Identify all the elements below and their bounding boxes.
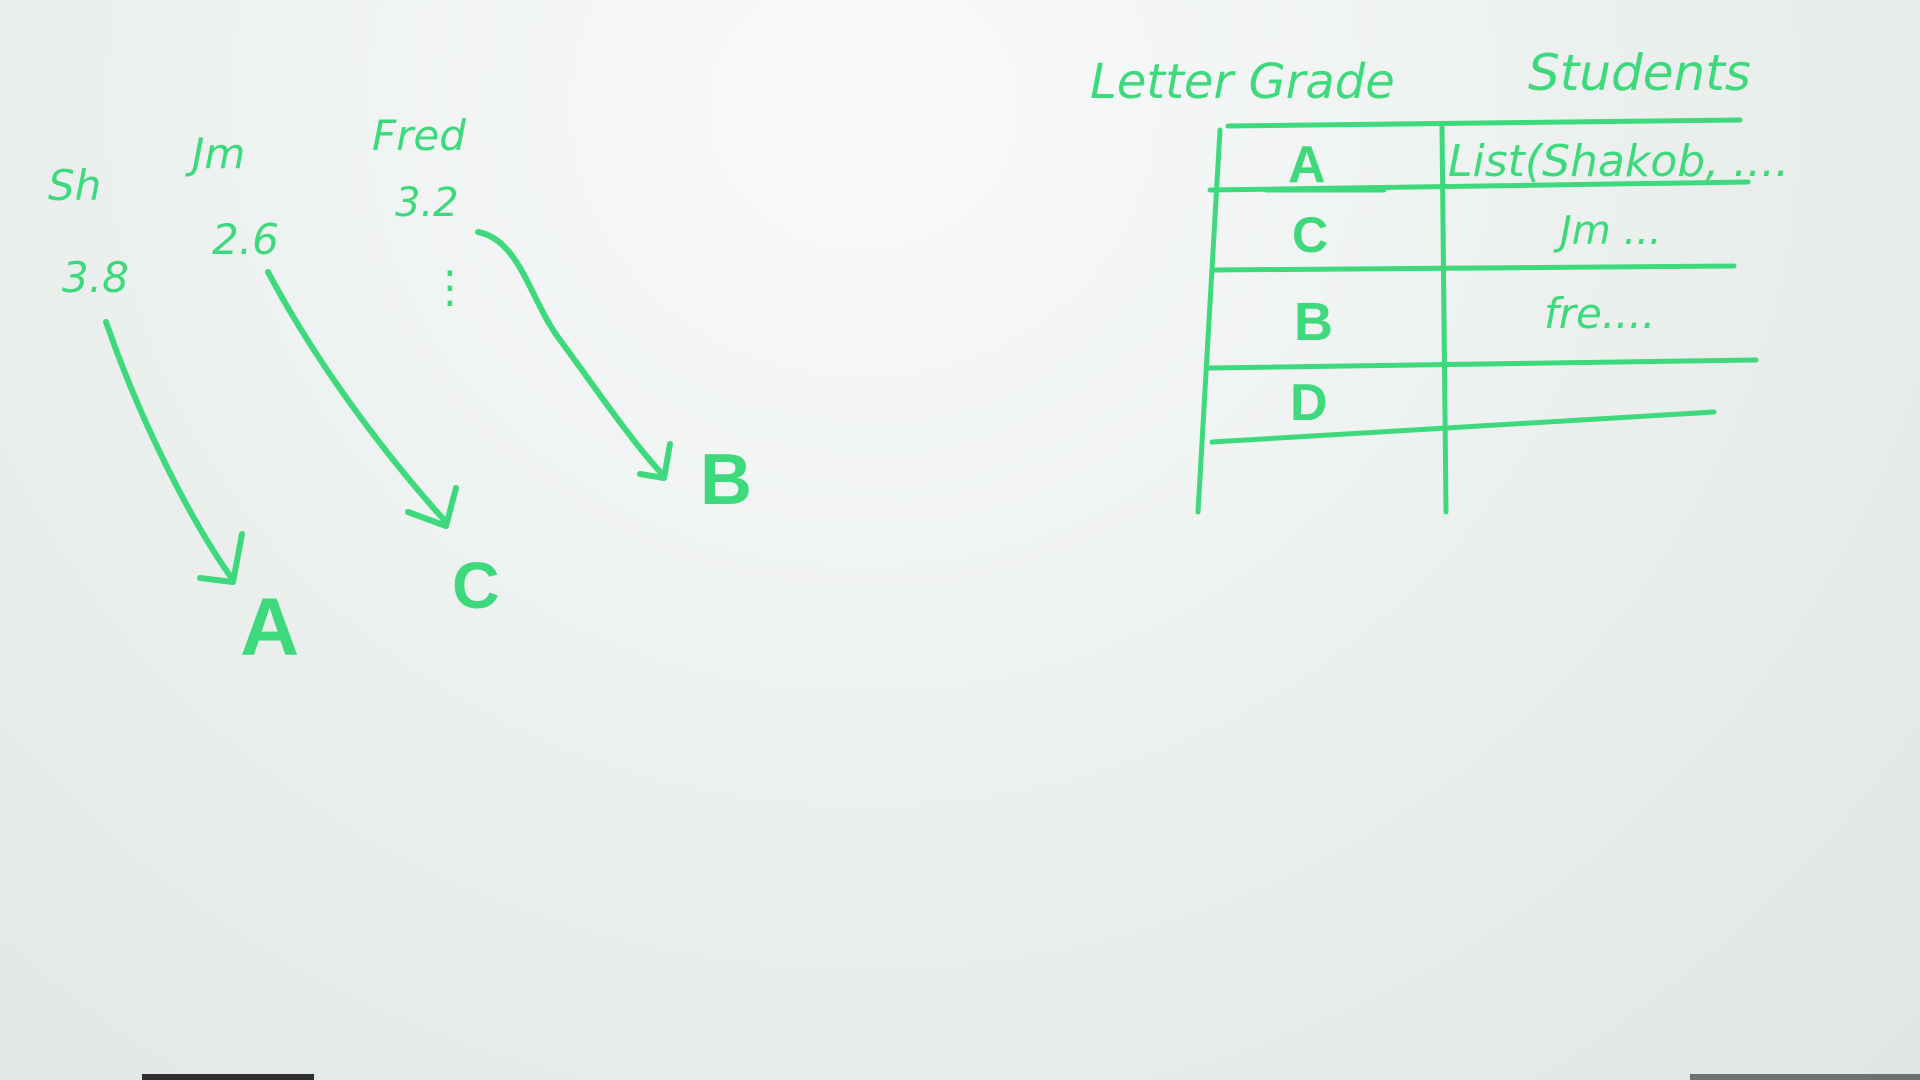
table-row-2-grade: C [1292,207,1329,263]
student-name-2: Jm [192,129,246,178]
marker-tray-right [1690,1074,1920,1080]
grade-result-fred: B [700,440,752,520]
table-row-1-grade: A [1288,136,1326,194]
table-row-2-students: Jm ... [1560,208,1662,254]
student-score-3: 3.2 [395,180,459,226]
table-header-grade: Letter Grade [1090,54,1395,110]
table-header-students: Students [1528,44,1751,102]
student-name-3: Fred [372,111,466,160]
table-row-4-grade: D [1290,374,1328,432]
table-row-3-grade: B [1294,292,1333,352]
marker-tray-left [142,1074,314,1080]
grade-result-jm: C [452,548,500,622]
more-students-ellipsis: ⋮ [428,262,472,313]
grade-result-sh: A [240,582,300,673]
table-row-1-students: List(Shakob, .... [1448,136,1790,187]
arrow-sh-to-grade [106,322,242,582]
arrow-fred-to-grade [478,232,670,478]
student-name-1: Sh [48,161,102,210]
student-score-1: 3.8 [62,253,129,302]
student-score-2: 2.6 [212,215,279,264]
table-row-3-students: fre.... [1544,289,1656,338]
